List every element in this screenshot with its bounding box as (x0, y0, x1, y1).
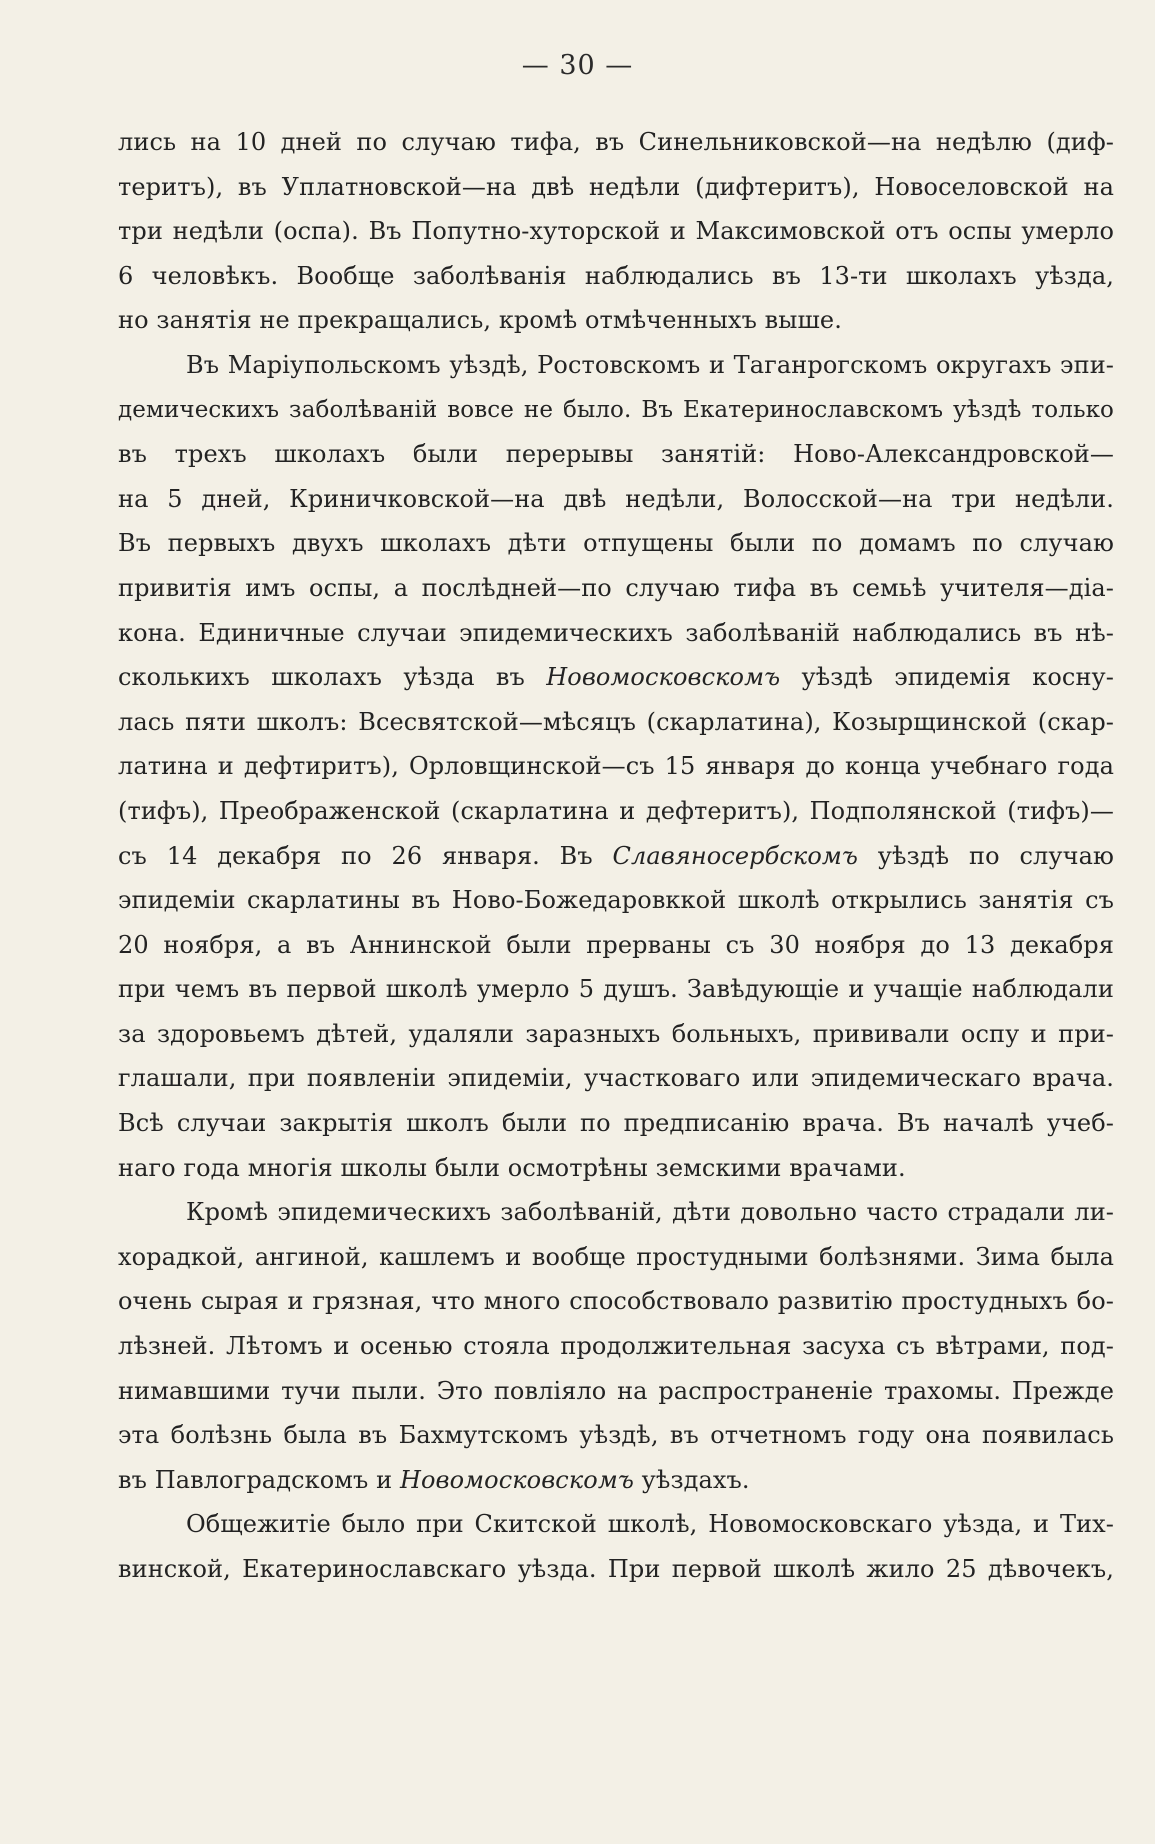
text-line: глашали, при появленіи эпидеміи, участковаго или эпидемическаго врача. (118, 1064, 1114, 1093)
text-line: винской, Екатеринославскаго уѣзда. При первой школѣ жило 25 дѣвочекъ, (118, 1555, 1114, 1583)
text-line: Въ Маріупольскомъ уѣздѣ, Ростовскомъ и Таганрогскомъ округахъ эпи- (186, 350, 1114, 379)
text-line: въ трехъ школахъ были перерывы занятій: Ново-Александровской— (118, 440, 1114, 469)
text-line: сколькихъ школахъ уѣзда въ Новомосковскомъ уѣздѣ эпидемія косну- (118, 663, 1114, 692)
text-line: эпидеміи скарлатины въ Ново-Божедаровккой школѣ открылись занятія съ (118, 886, 1114, 915)
page-number: — 30 — (521, 50, 634, 81)
text-line: теритъ), въ Уплатновской—на двѣ недѣли (дифтеритъ), Новоселовской на (118, 172, 1114, 201)
text-line: Всѣ случаи закрытія школъ были по предписанію врача. Въ началѣ учеб- (118, 1109, 1114, 1138)
italic-district-name: Славяносербскомъ (612, 841, 858, 870)
text-line: нимавшими тучи пыли. Это повліяло на распространеніе трахомы. Прежде (118, 1376, 1114, 1405)
text-line: очень сырая и грязная, что много способствовало развитію простудныхъ бо- (118, 1287, 1114, 1316)
text-line: съ 14 декабря по 26 января. Въ Славяносербскомъ уѣздѣ по случаю (118, 841, 1114, 870)
text-line: 6 человѣкъ. Вообще заболѣванія наблюдались въ 13-ти школахъ уѣзда, (118, 261, 1114, 290)
text-line: Общежитіе было при Скитской школѣ, Новомосковскаго уѣзда, и Тих- (186, 1510, 1114, 1539)
text-line: при чемъ въ первой школѣ умерло 5 душъ. Завѣдующіе и учащіе наблюдали (118, 975, 1114, 1004)
text-line: въ Павлоградскомъ и Новомосковскомъ уѣздахъ. (118, 1465, 750, 1494)
text-line: эта болѣзнь была въ Бахмутскомъ уѣздѣ, въ отчетномъ году она появилась (118, 1421, 1114, 1450)
text-line: но занятія не прекращались, кромѣ отмѣченныхъ выше. (118, 306, 842, 335)
text-line: за здоровьемъ дѣтей, удаляли заразныхъ больныхъ, прививали оспу и при- (118, 1019, 1114, 1048)
text-line: (тифъ), Преображенской (скарлатина и дефтеритъ), Подполянской (тифъ)— (118, 796, 1114, 825)
body-text (118, 120, 1114, 1592)
text-line: Въ первыхъ двухъ школахъ дѣти отпущены были по домамъ по случаю (118, 529, 1114, 558)
text-line: привитія имъ оспы, а послѣдней—по случаю тифа въ семьѣ учителя—діа- (118, 573, 1114, 602)
text-line: на 5 дней, Криничковской—на двѣ недѣли, Волосской—на три недѣли. (118, 484, 1114, 513)
text-line: три недѣли (оспа). Въ Попутно-хуторской и Максимовской отъ оспы умерло (118, 217, 1114, 246)
text-line: демическихъ заболѣваній вовсе не было. Въ Екатеринославскомъ уѣздѣ только (118, 396, 1114, 423)
italic-district-name: Новомосковскомъ (399, 1465, 634, 1494)
text-line: хорадкой, ангиной, кашлемъ и вообще простудными болѣзнями. Зима была (118, 1242, 1114, 1271)
text-line: лѣзней. Лѣтомъ и осенью стояла продолжительная засуха съ вѣтрами, под- (118, 1332, 1114, 1361)
italic-district-name: Новомосковскомъ (546, 663, 781, 692)
text-line: латина и дефтиритъ), Орловщинской—съ 15 января до конца учебнаго года (118, 752, 1114, 781)
text-line: 20 ноября, а въ Аннинской были прерваны съ 30 ноября до 13 декабря (118, 930, 1114, 959)
text-line: лась пяти школъ: Всесвятской—мѣсяцъ (скарлатина), Козырщинской (скар- (118, 707, 1114, 736)
text-line: кона. Единичные случаи эпидемическихъ заболѣваній наблюдались въ нѣ- (118, 618, 1114, 647)
text-line: Кромѣ эпидемическихъ заболѣваній, дѣти довольно часто страдали ли- (186, 1198, 1114, 1227)
text-line: наго года многія школы были осмотрѣны земскими врачами. (118, 1153, 906, 1182)
text-line: лись на 10 дней по случаю тифа, въ Синельниковской—на недѣлю (диф- (118, 128, 1114, 156)
